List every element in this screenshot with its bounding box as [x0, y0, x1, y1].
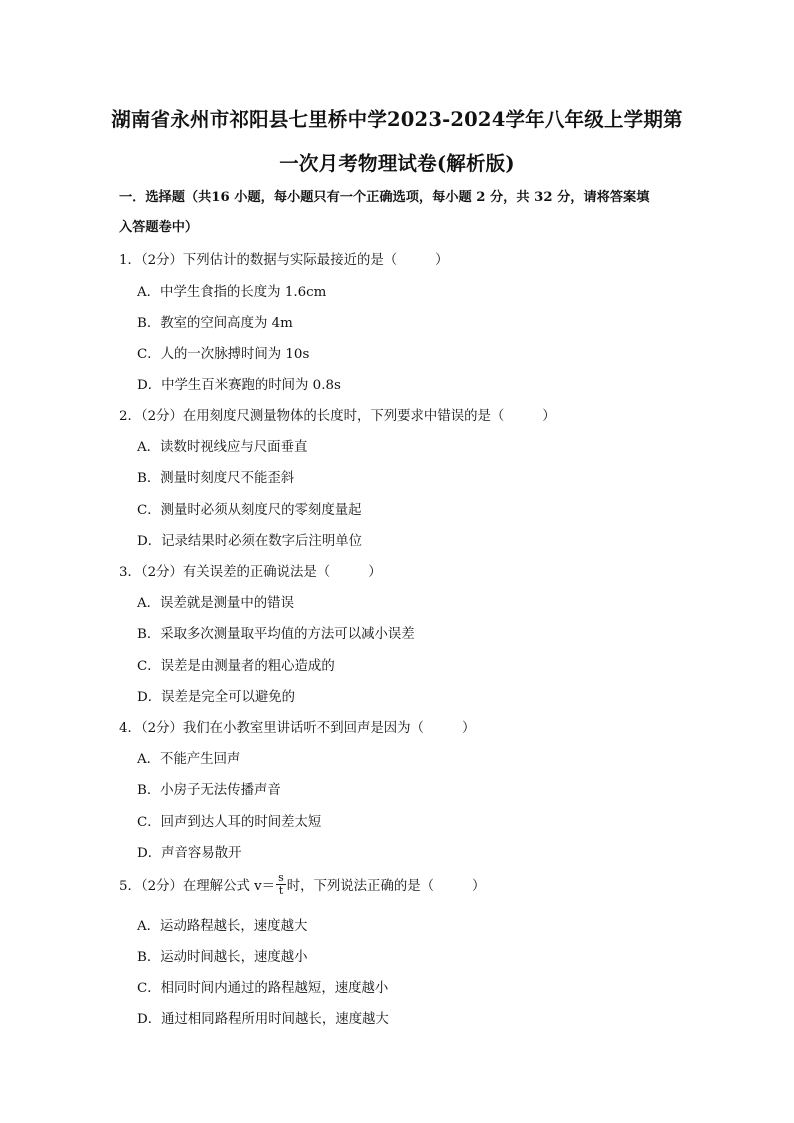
question-4-option-a: A．不能产生回声: [137, 752, 241, 767]
question-1-option-a: A．中学生食指的长度为 1.6cm: [137, 285, 327, 300]
question-1-option-b: B．教室的空间高度为 4m: [137, 316, 293, 331]
question-1-close-paren: ）: [435, 253, 449, 268]
question-2-text: 2．（2分）在用刻度尺测量物体的长度时，下列要求中错误的是（: [119, 409, 505, 424]
question-1-stem: [119, 249, 449, 268]
question-5-text-post: 时，下列说法正确的是（: [286, 879, 435, 894]
question-2-option-d: D．记录结果时必须在数字后注明单位: [137, 534, 362, 549]
question-3-close-paren: ）: [368, 565, 382, 580]
question-2-stem: [119, 405, 556, 424]
question-1-option-d: D．中学生百米赛跑的时间为 0.8s: [137, 378, 341, 393]
question-5-close-paren: ）: [472, 879, 486, 894]
question-5-stem: [119, 871, 486, 899]
question-2-option-a: A．读数时视线应与尺面垂直: [137, 440, 308, 455]
question-5-option-b: B．运动时间越长，速度越小: [137, 950, 308, 965]
fraction-numerator: s: [278, 871, 284, 884]
question-4-option-c: C．回声到达人耳的时间差太短: [137, 815, 322, 830]
question-5-text-pre: 5．（2分）在理解公式 v＝: [119, 879, 276, 894]
fraction-denominator: t: [278, 884, 284, 897]
question-3-option-c: C．误差是由测量者的粗心造成的: [137, 659, 335, 674]
question-3-stem: [119, 561, 382, 580]
exam-title-line-2: 一次月考物理试卷(解析版): [279, 152, 515, 175]
question-5-option-d: D．通过相同路程所用时间越长，速度越大: [137, 1012, 389, 1027]
question-2-option-b: B．测量时刻度尺不能歪斜: [137, 471, 295, 486]
question-2-close-paren: ）: [542, 409, 556, 424]
question-3-option-a: A．误差就是测量中的错误: [137, 596, 294, 611]
question-1-text: 1．（2分）下列估计的数据与实际最接近的是（: [119, 253, 398, 268]
formula-fraction: [276, 872, 286, 897]
question-2-option-c: C．测量时必须从刻度尺的零刻度量起: [137, 503, 362, 518]
question-4-option-b: B．小房子无法传播声音: [137, 783, 281, 798]
exam-title-line-1: 湖南省永州市祁阳县七里桥中学2023-2024学年八年级上学期第: [111, 108, 683, 131]
question-4-text: 4．（2分）我们在小教室里讲话听不到回声是因为（: [119, 721, 424, 736]
question-3-text: 3．（2分）有关误差的正确说法是（: [119, 565, 331, 580]
question-5-option-a: A．运动路程越长，速度越大: [137, 919, 308, 934]
section-heading-line-1: 一．选择题（共16 小题，每小题只有一个正确选项，每小题 2 分，共 32 分，请将答案填: [119, 190, 650, 205]
question-3-option-d: D．误差是完全可以避免的: [137, 690, 296, 705]
question-3-option-b: B．采取多次测量取平均值的方法可以减小误差: [137, 627, 415, 642]
question-4-option-d: D．声音容易散开: [137, 846, 242, 861]
question-5-option-c: C．相同时间内通过的路程越短，速度越小: [137, 981, 389, 996]
section-heading-line-2: 入答题卷中）: [119, 220, 199, 235]
question-1-option-c: C．人的一次脉搏时间为 10s: [137, 347, 310, 362]
question-4-close-paren: ）: [461, 721, 476, 736]
question-4-stem: [119, 717, 475, 736]
